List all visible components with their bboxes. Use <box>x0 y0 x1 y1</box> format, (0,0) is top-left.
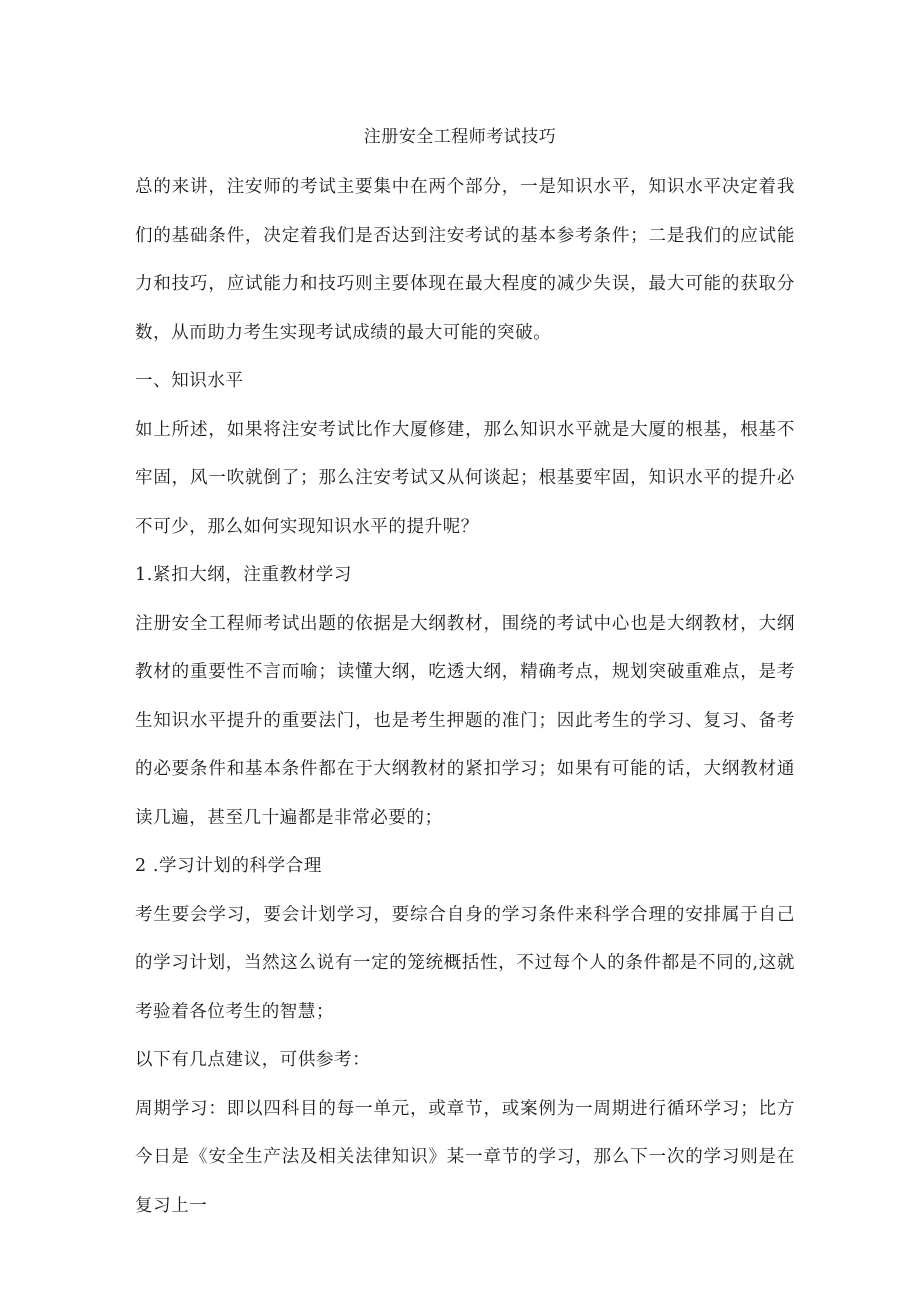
paragraph-suggestions: 以下有几点建议，可供参考： <box>135 1050 371 1070</box>
paragraph-syllabus: 注册安全工程师考试出题的依据是大纲教材，围绕的考试中心也是大纲教材，大纲教材的重要性不言而喻；读懂大纲，吃透大纲，精确考点，规划突破重难点，是考生知识水平提升的重要法门，也是考生押题的准门；因此考生的学习、复习、备考的必要条件和基本条件都在于大纲教材的紧扣学习；如果有可能的话，大纲教材通读几遍，甚至几十遍都是非常必要的； <box>135 613 795 828</box>
paragraph-knowledge: 如上所述，如果将注安考试比作大厦修建，那么知识水平就是大厦的根基，根基不牢固，风一吹就倒了；那么注安考试又从何谈起；根基要牢固，知识水平的提升必不可少，那么如何实现知识水平的提升呢？ <box>135 419 795 537</box>
document-title: 注册安全工程师考试技巧 <box>363 127 557 147</box>
paragraph-intro: 总的来讲，注安师的考试主要集中在两个部分，一是知识水平，知识水平决定着我们的基础条件，决定着我们是否达到注安考试的基本参考条件；二是我们的应试能力和技巧，应试能力和技巧则主要体现在最大程度的减少失误，最大可能的获取分数，从而助力考生实现考试成绩的最大可能的突破。 <box>135 177 795 343</box>
paragraph-cycle-study: 周期学习：即以四科目的每一单元，或章节，或案例为一周期进行循环学习；比方今日是《安全生产法及相关法律知识》某一章节的学习，那么下一次的学习则是在复习上一 <box>135 1098 795 1216</box>
document-body <box>135 163 795 1230</box>
section-heading-knowledge: 一、知识水平 <box>135 371 244 391</box>
subheading-study-plan: 2 .学习计划的科学合理 <box>135 856 322 876</box>
subheading-syllabus: 1.紧扣大纲，注重教材学习 <box>135 565 352 585</box>
paragraph-study-plan: 考生要会学习，要会计划学习，要综合自身的学习条件来科学合理的安排属于自己的学习计划，当然这么说有一定的笼统概括性，不过每个人的条件都是不同的,这就考验着各位考生的智慧； <box>135 904 795 1022</box>
